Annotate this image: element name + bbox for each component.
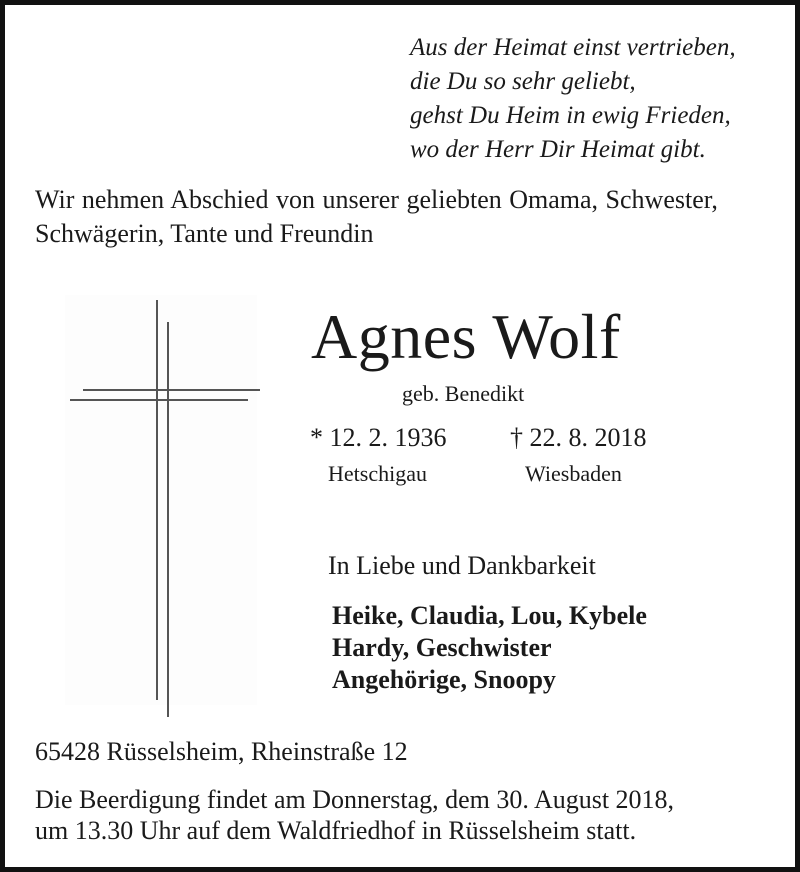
funeral-line: um 13.30 Uhr auf dem Waldfriedhof in Rüsselsheim statt. <box>35 816 637 845</box>
death-place: Wiesbaden <box>525 461 622 486</box>
intro-line: Wir nehmen Abschied von unserer geliebten Omama, Schwester, <box>35 185 718 214</box>
address: 65428 Rüsselsheim, Rheinstraße 12 <box>35 737 408 766</box>
birth-place: Hetschigau <box>328 461 427 486</box>
poem-line: wo der Herr Dir Heimat gibt. <box>410 136 706 163</box>
deceased-name: Agnes Wolf <box>311 301 621 372</box>
intro-line: Schwägerin, Tante und Freundin <box>35 219 374 248</box>
funeral-line: Die Beerdigung findet am Donnerstag, dem 30. August 2018, <box>35 785 675 814</box>
poem-line: Aus der Heimat einst vertrieben, <box>410 34 736 61</box>
poem-line: gehst Du Heim in ewig Frieden, <box>410 102 731 129</box>
poem-line: die Du so sehr geliebt, <box>410 68 636 95</box>
mourner-line: Heike, Claudia, Lou, Kybele <box>332 601 647 630</box>
maiden-name: geb. Benedikt <box>402 381 525 406</box>
closing-text: In Liebe und Dankbarkeit <box>328 551 596 580</box>
mourner-line: Hardy, Geschwister <box>332 633 552 662</box>
death-date: † 22. 8. 2018 <box>510 423 647 452</box>
mourner-line: Angehörige, Snoopy <box>332 665 556 694</box>
cross-icon <box>65 295 257 705</box>
birth-date: * 12. 2. 1936 <box>310 423 447 452</box>
